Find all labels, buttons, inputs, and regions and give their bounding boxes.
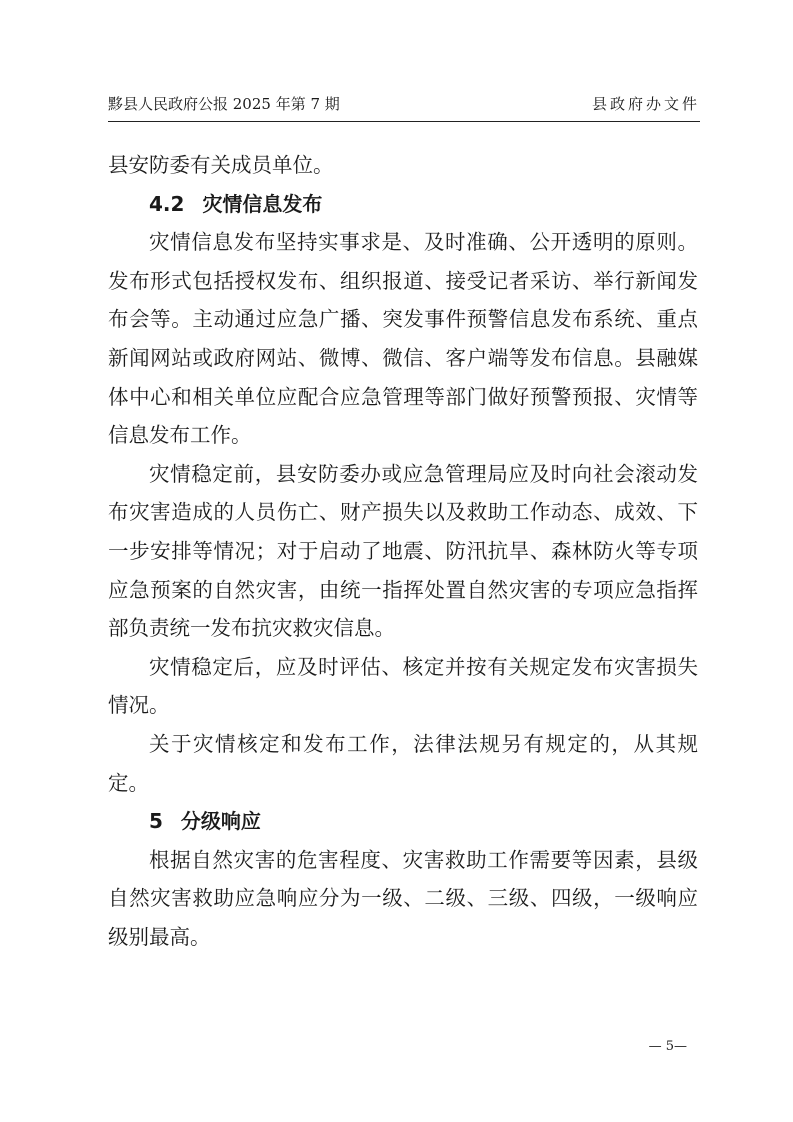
paragraph-disaster-info-release: 灾情信息发布坚持实事求是、及时准确、公开透明的原则。发布形式包括授权发布、组织报道、接受记者采访、举行新闻发布会等。主动通过应急广播、突发事件预警信息发布系统、重点新闻网站或政府网站、微博、微信、客户端等发布信息。县融媒体中心和相关单位应配合应急管理等部门做好预警预报、灾情等信息发布工作。 [108, 230, 698, 448]
page-header [108, 92, 700, 116]
paragraph-before-stabilization: 灾情稳定前，县安防委办或应急管理局应及时向社会滚动发布灾害造成的人员伤亡、财产损失以及救助工作动态、成效、下一步安排等情况；对于启动了地震、防汛抗旱、森林防火等专项应急预案的自然灾害，由统一指挥处置自然灾害的专项应急指挥部负责统一发布抗灾救灾信息。 [108, 461, 698, 641]
section-title: 灾情信息发布 [202, 191, 323, 216]
section-number: 4.2 [149, 191, 185, 216]
page-number: — 5— [648, 1039, 687, 1054]
continued-paragraph: 县安防委有关成员单位。 [108, 153, 334, 177]
header-divider [108, 121, 700, 122]
section-heading-4-2 [108, 185, 698, 224]
document-body [108, 146, 698, 956]
section-heading-5 [108, 802, 698, 841]
paragraph-response-levels: 根据自然灾害的危害程度、灾害救助工作需要等因素，县级自然灾害救助应急响应分为一级、二级、三级、四级，一级响应级别最高。 [108, 847, 698, 949]
document-category: 县政府办文件 [591, 95, 700, 113]
paragraph-after-stabilization: 灾情稳定后，应及时评估、核定并按有关规定发布灾害损失情况。 [108, 654, 698, 718]
section-number: 5 [149, 809, 163, 834]
bulletin-title: 黟县人民政府公报 2025 年第 7 期 [108, 95, 340, 113]
paragraph-legal-provisions: 关于灾情核定和发布工作，法律法规另有规定的，从其规定。 [108, 731, 698, 795]
section-title: 分级响应 [180, 809, 261, 834]
